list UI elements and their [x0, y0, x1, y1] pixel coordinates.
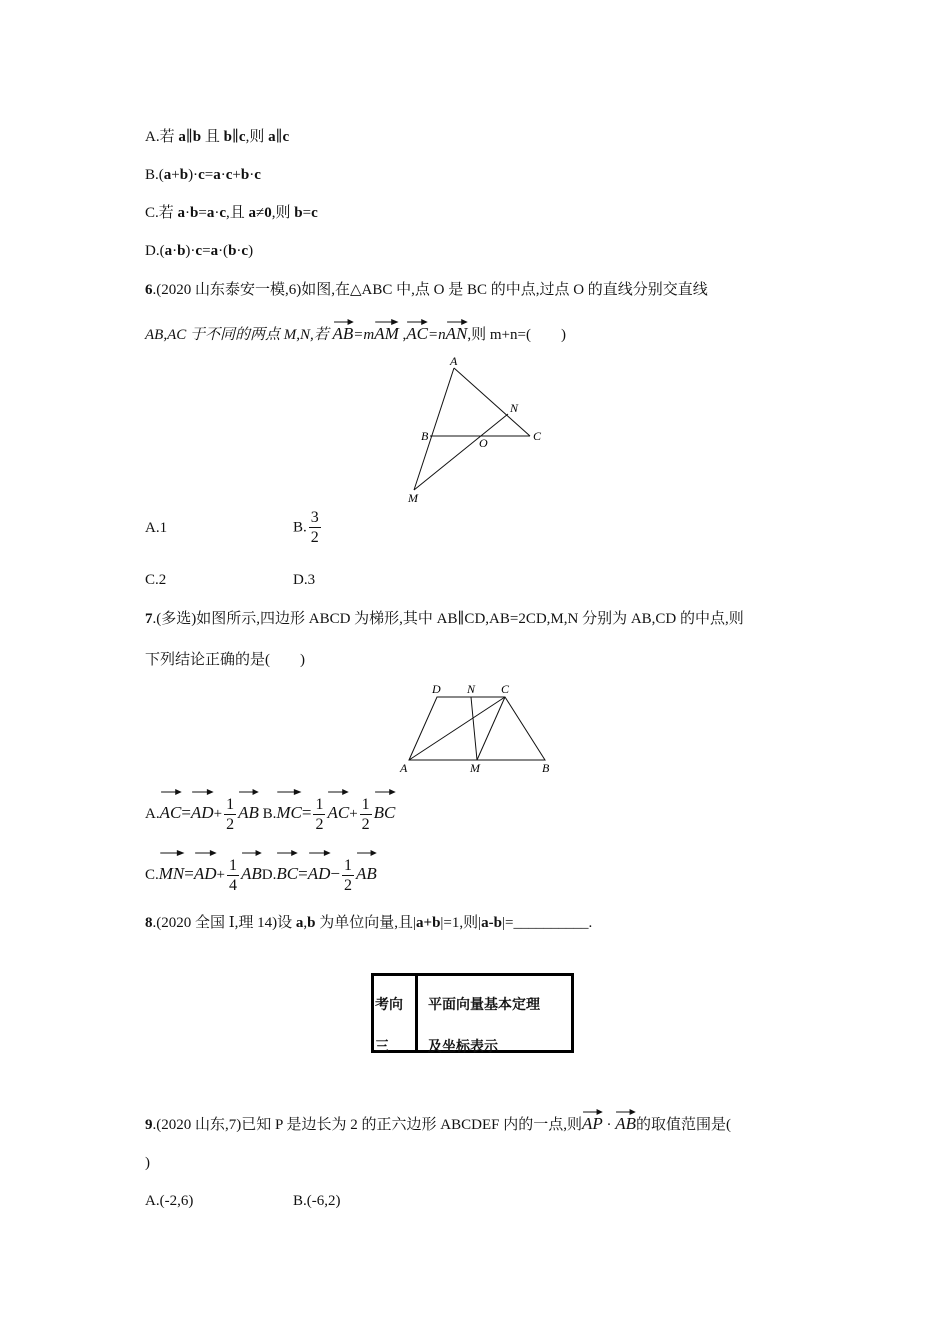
label-m: M: [408, 491, 418, 505]
q6-option-a: A.1: [145, 520, 168, 536]
q8-stem: 8.(2020 全国 Ⅰ,理 14)设 a,b 为单位向量,且|a+b|=1,则|a-b|=__________.: [145, 915, 593, 931]
q9-stem-line1: 9.(2020 山东,7)已知 P 是边长为 2 的正六边形 ABCDEF 内的一点,则 AP · AB的取值范围是(: [145, 1110, 731, 1135]
section-title: 平面向量基本定理 及坐标表示: [428, 997, 540, 1055]
vector-am: AM: [374, 320, 399, 344]
q6-stem-line2: AB,AC 于不同的两点 M,N,若 AB=m AM , AC=n AN,则 m+n=( ): [145, 320, 566, 345]
q6-option-b: B. $\frac{3}{2}$: [293, 509, 319, 546]
q8-number: 8: [145, 915, 153, 931]
q7-stem-line2: 下列结论正确的是( ): [145, 652, 305, 668]
vector-ab: AB: [615, 1110, 636, 1134]
q7-options-cd: C. MN= AD+ $\frac{1}{4}$ ABD. BC= AD− $\frac{1}{2}$ AB: [145, 851, 377, 895]
label-o: O: [479, 436, 488, 450]
label-c: C: [533, 429, 542, 443]
q5-option-c: C.若 a·b=a·c,且 a≠0,则 b=c: [145, 205, 318, 221]
label-b: B: [421, 429, 429, 443]
q6-option-d: D.3: [293, 572, 316, 588]
vector-ap: AP: [582, 1110, 603, 1134]
q7-options-ab: A. AC= AD+ $\frac{1}{2}$ AB B. MC= $\frac{1}{2}$ AC+ $\frac{1}{2}$ BC: [145, 790, 395, 834]
q9-number: 9: [145, 1117, 153, 1133]
section-label: 考向 三: [374, 976, 418, 1050]
q6-stem-line1: 6.(2020 山东泰安一模,6)如图,在△ABC 中,点 O 是 BC 的中点,过点 O 的直线分别交直线: [145, 282, 708, 298]
q5-option-a: A.若 a∥b 且 b∥c,则 a∥c: [145, 129, 290, 145]
q7-stem-line1: 7.(多选)如图所示,四边形 ABCD 为梯形,其中 AB∥CD,AB=2CD,M,N 分别为 AB,CD 的中点,则: [145, 611, 744, 627]
q7-number: 7: [145, 611, 153, 627]
label-m: M: [470, 761, 480, 775]
q6-option-c: C.2: [145, 572, 167, 588]
vector-ac: AC: [406, 320, 428, 344]
section-box: [371, 973, 574, 1053]
vector-ab: AB: [333, 320, 354, 344]
q7-trapezoid-figure: [395, 680, 560, 780]
q9-option-b: B.(-6,2): [293, 1193, 341, 1209]
q5-option-b: B.(a+b)·c=a·c+b·c: [145, 167, 261, 183]
q9-stem-line2: ): [145, 1155, 150, 1171]
label-d: D: [432, 682, 441, 696]
q6-triangle-figure: [400, 350, 560, 510]
q5-option-d: D.(a·b)·c=a·(b·c): [145, 243, 254, 259]
label-n: N: [467, 682, 476, 696]
vector-an: AN: [446, 320, 468, 344]
label-c: C: [501, 682, 510, 696]
label-b: B: [542, 761, 550, 775]
label-a: A: [450, 354, 458, 368]
label-n: N: [510, 401, 519, 415]
q9-option-a: A.(-2,6): [145, 1193, 194, 1209]
q6-number: 6: [145, 282, 153, 298]
label-a: A: [400, 761, 408, 775]
